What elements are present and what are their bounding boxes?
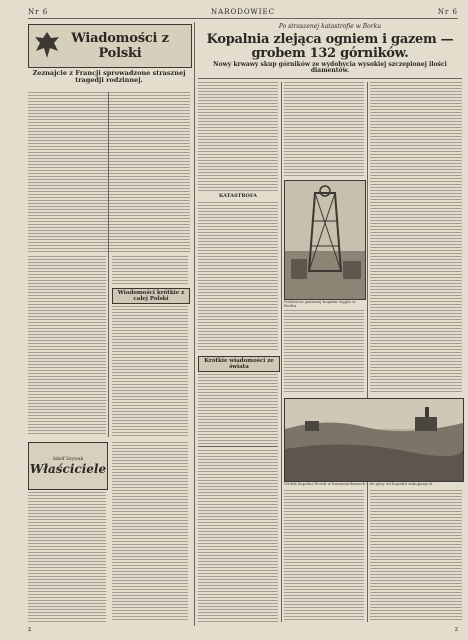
advertisement-title: Właściciele bbox=[29, 461, 107, 476]
bottom-mark-left: z bbox=[28, 626, 32, 633]
world-news-box bbox=[198, 356, 280, 372]
main-column-1-text-c bbox=[198, 374, 278, 444]
short-news-box bbox=[112, 288, 190, 304]
main-column-1-text bbox=[198, 82, 278, 192]
left-bottom-text bbox=[28, 492, 106, 622]
main-column-1-text-b bbox=[198, 202, 278, 352]
lower-rule bbox=[198, 446, 278, 447]
masthead-box bbox=[28, 24, 192, 68]
bottom-column-a bbox=[198, 450, 278, 622]
bottom-mark-right: z bbox=[454, 626, 458, 633]
bottom-column-c bbox=[370, 490, 462, 622]
rule-main bbox=[194, 22, 195, 626]
bottom-column-b bbox=[284, 490, 364, 622]
mine-shaft-caption: Podwórze gminnej kopalni węgla w Borku bbox=[284, 299, 356, 309]
left-column-text-mid3 bbox=[112, 306, 188, 436]
left-column-text-mid bbox=[28, 256, 106, 436]
running-head bbox=[28, 6, 458, 19]
rule-main-cols bbox=[281, 82, 282, 622]
left-column-text-top bbox=[28, 92, 190, 252]
masthead-title: Wiadomości z Polski bbox=[71, 31, 169, 61]
page-number-left: Nr 6 bbox=[28, 8, 49, 16]
short-news-heading: Wiadomości krótkie z całej Polski bbox=[117, 290, 185, 302]
advertisement-header: Adolf Szywak bbox=[52, 456, 84, 462]
main-section-label: KATASTROFA bbox=[218, 193, 258, 199]
world-news-heading: Krótkie wiadomości ze świata bbox=[204, 358, 274, 370]
main-column-2-text bbox=[284, 82, 364, 178]
main-kicker: Po straszenej katastrofie w Borku bbox=[278, 23, 382, 30]
main-subhead: Nowy krwawy skup górników ze wydobycia wysokiej szczepionej ilości diamentów. bbox=[213, 61, 447, 75]
eagle-emblem-icon bbox=[33, 29, 61, 61]
main-headline: Kopalnia zlejąca ogniem i gazem — grobem 132 górników. bbox=[206, 32, 454, 61]
mine-landscape-photo bbox=[284, 398, 464, 482]
page-number-right: Nr 6 bbox=[437, 8, 458, 16]
advertisement-box bbox=[28, 442, 108, 490]
main-column-3-text bbox=[370, 82, 462, 392]
left-column-text-mid2 bbox=[112, 256, 188, 286]
mine-landscape-caption: Widok kopalni Borek w kamieniołomach i do góry od kopalni zakopanych bbox=[284, 481, 433, 486]
rule-main-cols-2 bbox=[367, 82, 368, 622]
newspaper-name: NARODOWIEC bbox=[211, 8, 275, 16]
left-headline: Zeznajcie z Francji sprowadzone strasznej tragedji rodzinnej. bbox=[32, 69, 186, 84]
headline-rule bbox=[198, 78, 462, 79]
rule-left-1 bbox=[108, 92, 109, 437]
left-bottom-text2 bbox=[112, 442, 188, 622]
mine-shaft-photo bbox=[284, 180, 366, 300]
main-column-2-text-b bbox=[284, 310, 364, 394]
